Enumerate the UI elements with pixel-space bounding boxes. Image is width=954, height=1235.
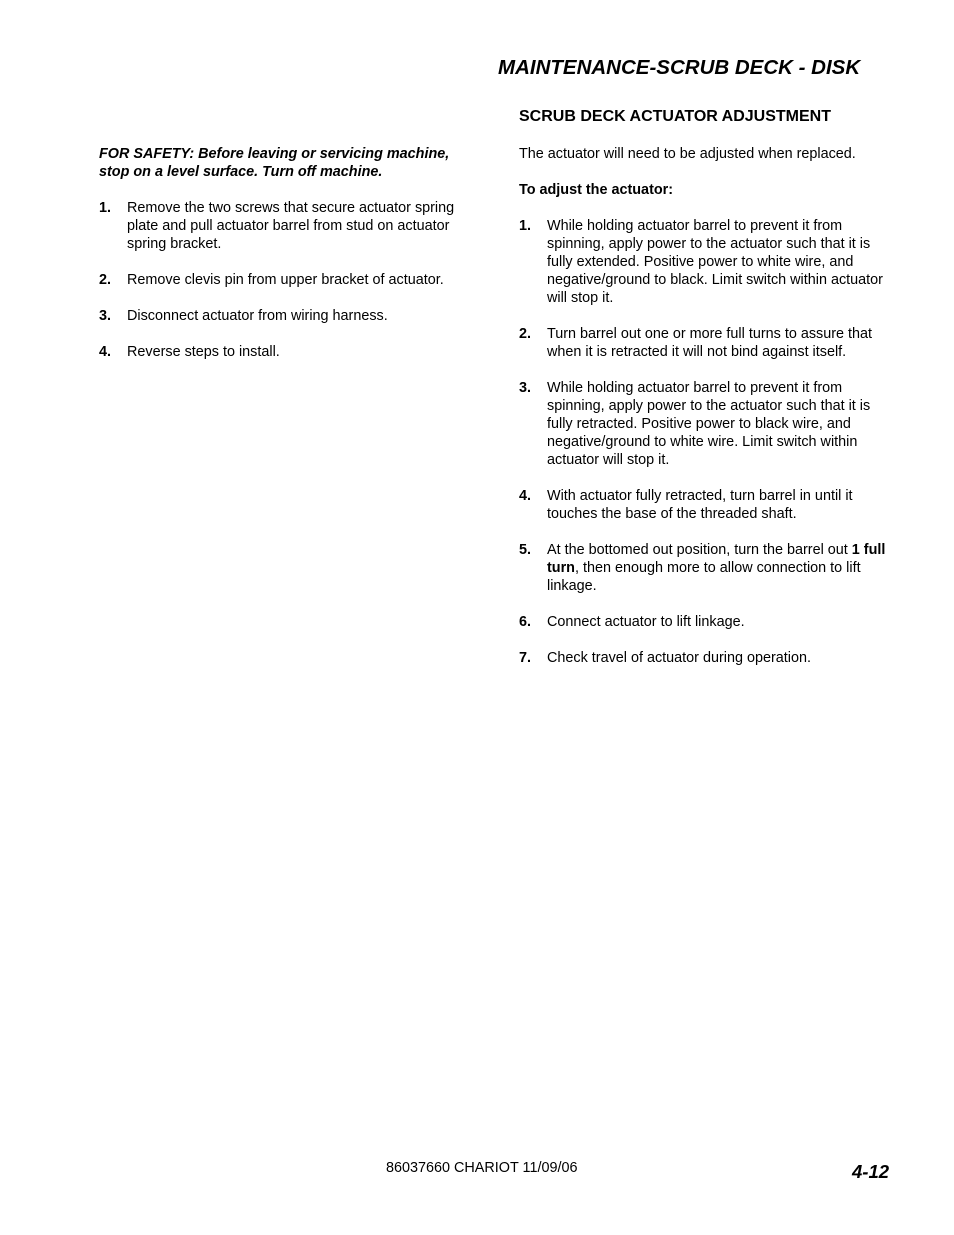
step-text: Remove the two screws that secure actuator spring plate and pull actuator barrel from stud on actuator spring bracket. xyxy=(127,200,455,252)
list-item xyxy=(99,199,471,253)
list-item xyxy=(99,307,471,325)
step-number: 2. xyxy=(99,272,112,288)
step-text: Reverse steps to install. xyxy=(127,344,280,360)
list-item xyxy=(519,217,891,307)
right-column xyxy=(519,145,891,685)
page-title: MAINTENANCE-SCRUB DECK - DISK xyxy=(498,56,861,79)
step-text: With actuator fully retracted, turn barrel in until it touches the base of the threaded shaft. xyxy=(547,488,853,522)
step-number: 7. xyxy=(519,650,532,666)
list-item xyxy=(519,649,891,667)
step-text: Remove clevis pin from upper bracket of actuator. xyxy=(127,272,444,288)
step-number: 1. xyxy=(99,200,112,216)
page-number: 4-12 xyxy=(852,1161,890,1182)
step-text: Connect actuator to lift linkage. xyxy=(547,614,745,630)
step-number: 1. xyxy=(519,218,532,234)
step-number: 4. xyxy=(99,344,112,360)
step-text: While holding actuator barrel to prevent it from spinning, apply power to the actuator such that it is fully extended. Positive power to white wire, and negative/ground to black. Limit switch within actuator will stop it. xyxy=(547,218,883,306)
list-item xyxy=(519,379,891,469)
list-item xyxy=(519,613,891,631)
intro-paragraph: The actuator will need to be adjusted when replaced. xyxy=(519,146,856,162)
list-item xyxy=(99,343,471,361)
step-text-end: , then enough more to allow connection to lift linkage. xyxy=(547,560,861,594)
step-number: 3. xyxy=(519,380,532,396)
adjustment-steps xyxy=(519,217,891,667)
list-item xyxy=(519,487,891,523)
step-text: While holding actuator barrel to prevent it from spinning, apply power to the actuator such that it is fully retracted. Positive power to black wire, and negative/ground to white wire. Limit switch within actuator will stop it. xyxy=(547,380,871,468)
step-number: 6. xyxy=(519,614,532,630)
step-number: 5. xyxy=(519,542,532,558)
step-text-emphasis: 1 full turn xyxy=(547,542,886,576)
step-text-start: At the bottomed out position, turn the barrel out xyxy=(547,542,852,558)
step-number: 3. xyxy=(99,308,112,324)
step-text: Check travel of actuator during operation. xyxy=(547,650,811,666)
step-number: 4. xyxy=(519,488,532,504)
removal-steps xyxy=(99,199,471,361)
left-column xyxy=(99,145,471,379)
safety-warning: FOR SAFETY: Before leaving or servicing machine, stop on a level surface. Turn off machine. xyxy=(99,146,450,180)
step-text: Disconnect actuator from wiring harness. xyxy=(127,308,388,324)
step-number: 2. xyxy=(519,326,532,342)
list-item xyxy=(519,541,891,595)
list-item xyxy=(519,325,891,361)
list-item xyxy=(99,271,471,289)
step-text: Turn barrel out one or more full turns to assure that when it is retracted it will not bind against itself. xyxy=(547,326,873,360)
procedure-subheading: To adjust the actuator: xyxy=(519,182,674,198)
section-title: SCRUB DECK ACTUATOR ADJUSTMENT xyxy=(519,108,831,125)
footer-doc-info: 86037660 CHARIOT 11/09/06 xyxy=(386,1160,578,1176)
